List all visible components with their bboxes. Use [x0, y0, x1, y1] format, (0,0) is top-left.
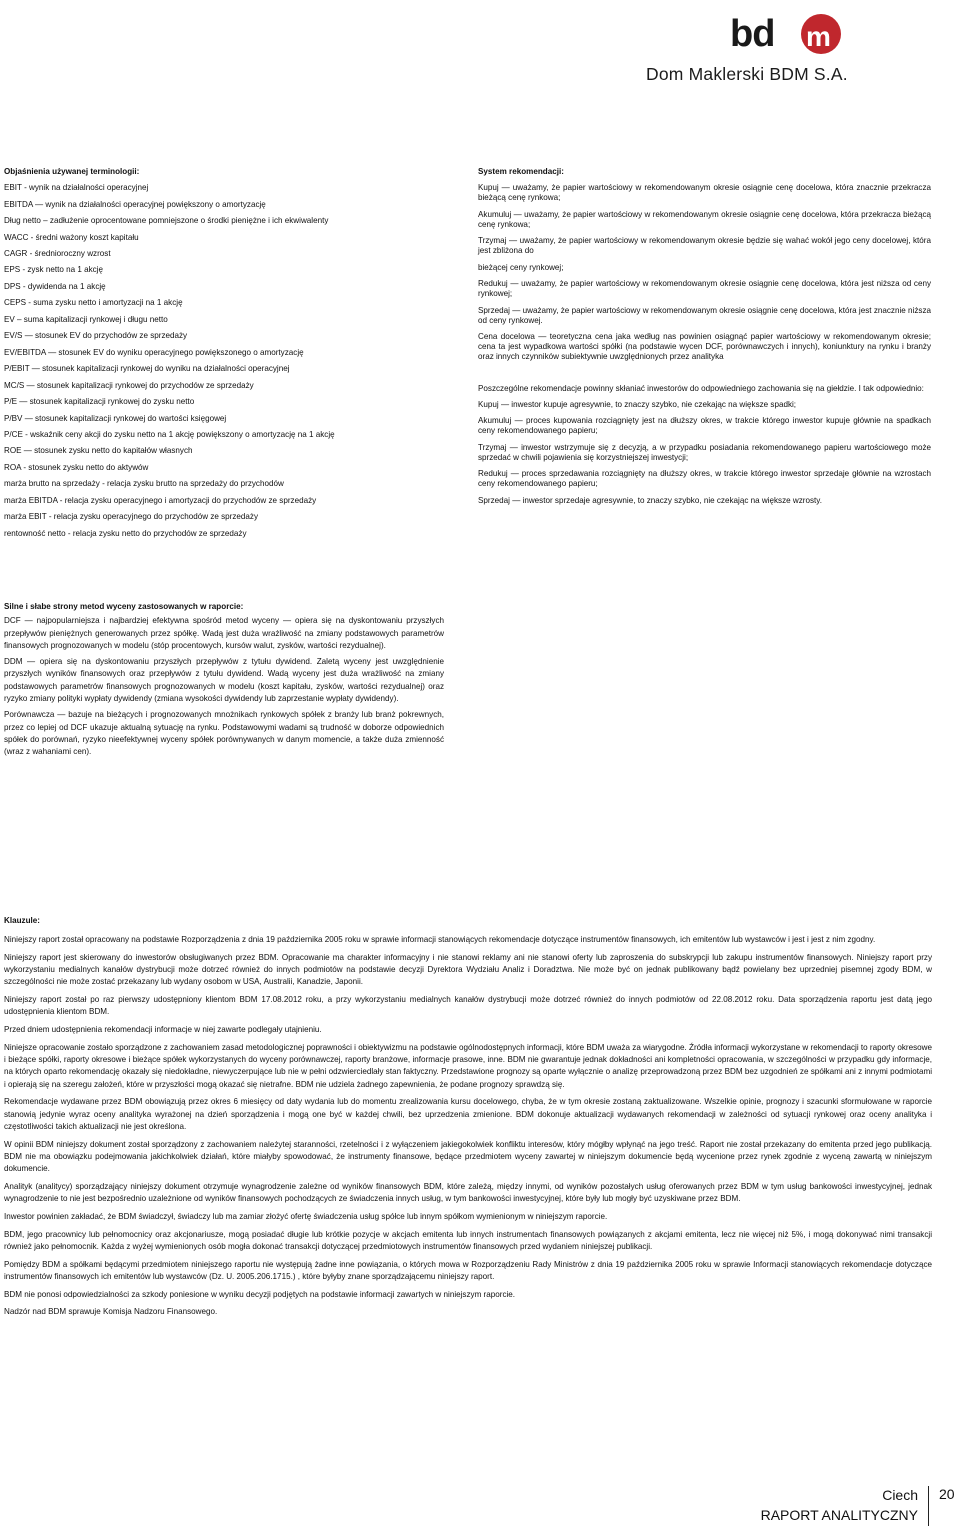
logo-company-name: Dom Maklerski BDM S.A. — [646, 64, 848, 84]
terminology-item: EV/S — stosunek EV do przychodów ze sprzedaży — [4, 331, 188, 341]
method-dcf: DCF — najpopularniejsza i najbardziej efektywna spośród metod wyceny — opiera się na dyskontowaniu przyszłych przepływów pieniężnych generowanych przez spółkę. Wadą jest duża wrażliwość na zmiany podstawowych parametrów finansowych prognozowanych w modelu (stóp procentowych, kursów walut, zysków, wartości rezydualnej). — [4, 616, 444, 650]
recommendation-title: System rekomendacji: — [478, 167, 564, 176]
clause-paragraph: W opinii BDM niniejszy dokument został sporządzony z zachowaniem należytej staranności, rzetelności i z wyłączeniem jakiegokolwiek konfliktu interesów, który mógłby wpłynąć na jego treść. Raport nie został przekazany do emitenta przed jego publikacją. BDM nie ma obowiązku podejmowania jakichkolwiek działań, które miałyby spowodować, że instrumenty finansowe, będące przedmiotem wyceny zawartej w niniejszym dokumencie będą wycenione przez rynek zgodnie z wyceną zawartą w niniejszym dokumencie. — [4, 1139, 932, 1174]
clause-paragraph: Analityk (analitycy) sporządzający niniejszy dokument otrzymuje wynagrodzenie zależne od wyników finansowych BDM, które zależą, między innymi, od wyników pozostałych usług oferowanych przez BDM w tym usług bankowości inwestycyjnej, jednak wynagrodzenie to nie jest bezpośrednio uzależnione od wyników finansowych pochodzących ze świadczenia innych usług, w tym bankowości inwestycyjnej, które były lub mogły być uzyskiwane przez BDM. — [4, 1181, 932, 1204]
clause-paragraph: Niniejsze opracowanie zostało sporządzone z zachowaniem zasad metodologicznej poprawności i obiektywizmu na podstawie ogólnodostępnych informacji, które BDM uważa za wiarygodne. Źródła informacji wykorzystane w rekomendacji to raporty okresowe i bieżące spółki, raporty okresowe i bieżące spółek wykorzystanych do wyceny porównawczej, raporty branżowe, informacje prasowe, inne. BDM nie gwarantuje jednak dokładności ani kompletności opracowania, w szczególności w przypadku gdy informacje, na których oparto rekomendację okazały się niedokładne, niewyczerpujące lub nie w pełni odzwierciedlały stan faktyczny. Przedstawione prognozy są oparte wyłącznie o analizę przeprowadzoną przez BDM bez uzgodnień ze spółkami ani z innymi podmiotami i opierają się na szeregu założeń, które w przyszłości mogą okazać się nietrafne. BDM nie udziela żadnego zapewnienia, że podane prognozy sprawdzą się. — [4, 1043, 932, 1089]
terminology-item: EV/EBITDA — stosunek EV do wyniku operacyjnego powiększonego o amortyzację — [4, 347, 304, 357]
clause-paragraph: Niniejszy raport jest skierowany do inwestorów obsługiwanych przez BDM. Opracowanie ma charakter informacyjny i nie stanowi reklamy ani nie stanowi oferty lub zaproszenia do subskrypcji lub zakupu instrumentów finansowych. Niniejszy raport przy wykorzystaniu medialnych kanałów dystrybucji może dotrzeć również do innych podmiotów na podstawie decyzji Dyrektora Wydziału Analiz i Doradztwa. Nie może być on jednak publikowany bądź powielany bez uprzedniej pisemnej zgody BDM, w szczególności nie może zostać przekazany lub wydany osobom w USA, Australii, Kanadzie, Japonii. — [4, 953, 932, 987]
clauses-list — [4, 934, 932, 1318]
terminology-item: EV – suma kapitalizacji rynkowej i długu netto — [4, 314, 168, 324]
terminology-item: P/E — stosunek kapitalizacji rynkowej do zysku netto — [4, 397, 195, 407]
terminology-item: CAGR - średnioroczny wzrost — [4, 249, 111, 259]
clauses-section — [4, 915, 932, 1324]
recommendation-section — [478, 167, 931, 512]
action-trzymaj: Trzymaj — inwestor wstrzymuje się z decyzją, a w przypadku posiadania rekomendowanego papieru wartościowego może sprzedać w chwili pojawienia się korzystniejszej inwestycji; — [478, 442, 931, 462]
terminology-item: CEPS - suma zysku netto i amortyzacji na 1 akcję — [4, 298, 183, 308]
clauses-title: Klauzule: — [4, 916, 40, 925]
action-kupuj: Kupuj — inwestor kupuje agresywnie, to znaczy szybko, nie czekając na większe spadki; — [478, 399, 797, 409]
terminology-item: EBITDA — wynik na działalności operacyjnej powiększony o amortyzację — [4, 199, 266, 209]
rec-trzymaj: Trzymaj — uważamy, że papier wartościowy w rekomendowanym okresie będzie się wahać wokół jego ceny docelowej, która jest zbliżona do — [478, 236, 931, 256]
terminology-item: rentowność netto - relacja zysku netto do przychodów ze sprzedaży — [4, 528, 247, 538]
terminology-item: ROE — stosunek zysku netto do kapitałów własnych — [4, 446, 193, 456]
terminology-list — [4, 183, 444, 539]
terminology-section — [4, 167, 444, 545]
terminology-item: marża brutto na sprzedaży - relacja zysku brutto na sprzedaży do przychodów — [4, 479, 284, 489]
terminology-item: marża EBIT - relacja zysku operacyjnego do przychodów ze sprzedaży — [4, 512, 259, 522]
terminology-item: P/CE - wskaźnik ceny akcji do zysku netto na 1 akcję powiększony o amortyzację na 1 akcję — [4, 430, 335, 439]
footer-report-type: RAPORT ANALITYCZNY — [760, 1507, 918, 1523]
rec-kupuj: Kupuj — uważamy, że papier wartościowy w rekomendowanym okresie osiągnie cenę docelowa, która znacznie przekracza bieżącą cenę rynkowa; — [478, 183, 931, 203]
terminology-item: P/EBIT — stosunek kapitalizacji rynkowej do wyniku na działalności operacyjnej — [4, 364, 290, 374]
rec-cena-docelowa: Cena docelowa — teoretyczna cena jaka według nas powinien osiągnąć papier wartościowy w rekomendowanym okresie; cena ta jest wypadkowa wartości spółki (na podstawie wycen DCF, porównawczych i innych), koniunktury na rynku i branży oraz innych czynników subiektywnie uwzględnionych przez analityka — [478, 332, 931, 362]
footer-company: Ciech — [882, 1487, 918, 1503]
actions-intro: Poszczególne rekomendacje powinny skłaniać inwestorów do odpowiedniego zachowania się na giełdzie. I tak odpowiednio: — [478, 383, 924, 393]
terminology-item: Dług netto – zadłużenie oprocentowane pomniejszone o środki pieniężne i ich ekwiwalenty — [4, 216, 329, 226]
clause-paragraph: Nadzór nad BDM sprawuje Komisja Nadzoru Finansowego. — [4, 1307, 218, 1317]
terminology-item: EPS - zysk netto na 1 akcję — [4, 265, 103, 275]
action-sprzedaj: Sprzedaj — inwestor sprzedaje agresywnie, to znaczy szybko, nie czekając na większe wzrosty. — [478, 495, 822, 505]
terminology-item: EBIT - wynik na działalności operacyjnej — [4, 183, 149, 193]
method-ddm: DDM — opiera się na dyskontowaniu przyszłych przepływów z tytułu dywidend. Zaletą wyceny jest uwzględnienie przyszłych wyników finansowych oraz przepływów z tytułu dywidend. Wadą wyceny jest duża wrażliwość na zmiany podstawowych parametrów finansowych prognozowanych w modelu (koszt kapitału, zysków, wartości rezydualnej) oraz ryzyko zmiany polityki wypłaty dywidendy (zmiana wysokości dywidendy lub zaprzestanie wypłaty dywidendy). — [4, 657, 444, 704]
clause-paragraph: Niniejszy raport został opracowany na podstawie Rozporządzenia z dnia 19 października 2005 roku w sprawie informacji stanowiących rekomendacje dotyczące instrumentów finansowych, ich emitentów lub wystawców i jest i jest z nim zgodny. — [4, 935, 876, 945]
terminology-item: ROA - stosunek zysku netto do aktywów — [4, 462, 149, 472]
methods-section — [4, 601, 444, 759]
terminology-item: P/BV — stosunek kapitalizacji rynkowej do wartości księgowej — [4, 413, 227, 423]
footer-divider — [928, 1486, 929, 1526]
clause-paragraph: Inwestor powinien zakładać, że BDM świadczył, świadczy lub ma zamiar złożyć ofertę świadczenia usług spółce lub innym spółkom wymienionym w niniejszym raporcie. — [4, 1211, 608, 1221]
rec-sprzedaj: Sprzedaj — uważamy, że papier wartościowy w rekomendowanym okresie osiągnie cenę docelowa, która jest znacznie niższa od ceny rynkowej. — [478, 305, 931, 325]
page-number: 20 — [939, 1486, 955, 1502]
rec-akumuluj: Akumuluj — uważamy, że papier wartościowy w rekomendowanym okresie osiągnie cenę docelowa, która przekracza bieżącą cenę rynkowa; — [478, 209, 931, 229]
clause-paragraph: BDM, jego pracownicy lub pełnomocnicy oraz akcjonariusze, mogą posiadać długie lub krótkie pozycje w akcjach emitenta lub innych instrumentach finansowych powiązanych z akcjami emitenta, lecz nie więcej niż 5%, i mogą dokonywać nimi transakcji również jako pełnomocnik. Każda z wyżej wymienionych osób mogła dokonać transakcji dotyczącej przedmiotowych instrumentów finansowych przed wydaniem niniejszej publikacji. — [4, 1229, 932, 1251]
action-redukuj: Redukuj — proces sprzedawania rozciągnięty na dłuższy okres, w trakcie którego inwestor sprzedaje głównie na wzrostach ceny rekomendowanego papieru; — [478, 469, 931, 489]
bdm-logo-mark — [730, 6, 850, 56]
logo-mark-m: m — [806, 21, 831, 52]
bdm-logo — [640, 6, 940, 82]
logo-mark-text: bd — [730, 13, 775, 55]
terminology-item: marża EBITDA - relacja zysku operacyjnego i amortyzacji do przychodów ze sprzedaży — [4, 495, 317, 505]
terminology-item: WACC - średni ważony koszt kapitału — [4, 232, 139, 242]
terminology-item: DPS - dywidenda na 1 akcję — [4, 281, 106, 291]
terminology-title: Objaśnienia używanej terminologii: — [4, 167, 140, 176]
clause-paragraph: BDM nie ponosi odpowiedzialności za szkody poniesione w wyniku decyzji podjętych na podstawie informacji zawartych w niniejszym raporcie. — [4, 1289, 516, 1299]
rec-trzymaj-cont: bieżącej ceny rynkowej; — [478, 262, 564, 272]
clause-paragraph: Przed dniem udostępnienia rekomendacji informacje w niej zawarte podlegały utajnieniu. — [4, 1025, 322, 1035]
methods-title: Silne i słabe strony metod wyceny zastosowanych w raporcie: — [4, 602, 244, 611]
terminology-item: MC/S — stosunek kapitalizacji rynkowej do przychodów ze sprzedaży — [4, 380, 254, 390]
clause-paragraph: Pomiędzy BDM a spółkami będącymi przedmiotem niniejszego raportu nie występują żadne inne powiązania, o których mowa w Rozporządzeniu Rady Ministrów z dnia 19 października 2005 roku w sprawie Informacji stanowiących rekomendacje dotyczące instrumentów finansowych ich emitentów lub wystawców (Dz. U. 2005.206.1715.) , które byłyby znane sporządzającemu niniejszy raport. — [4, 1259, 932, 1281]
clause-paragraph: Niniejszy raport został po raz pierwszy udostępniony klientom BDM 17.08.2012 roku, a przy wykorzystaniu medialnych kanałów dystrybucji może dotrzeć również do innych podmiotów od 22.08.2012 roku. Data sporządzenia raportu jest datą jego udostępnienia klientom BDM. — [4, 995, 932, 1017]
method-porownawcza: Porównawcza — bazuje na bieżących i prognozowanych mnożnikach rynkowych spółek z branży lub branż pokrewnych, przez co lepiej od DCF ukazuje aktualną sytuację na rynku. Podstawowymi wadami są trudność w doborze odpowiednich spółek do porównań, ryzyko nieefektywnej wyceny spółek porównywanych w danym momencie, a także duża zmienność (wraz z wahaniami cen). — [4, 710, 444, 757]
action-akumuluj: Akumuluj — proces kupowania rozciągnięty jest na dłuższy okres, w trakcie którego inwestor kupuje głównie na spadkach ceny rekomendowanego papieru; — [478, 416, 931, 436]
recommendation-list — [478, 183, 931, 506]
clause-paragraph: Rekomendacje wydawane przez BDM obowiązują przez okres 6 miesięcy od daty wydania lub do momentu zrealizowania kursu docelowego, chyba, że w tym okresie zostaną zaktualizowane. Wszelkie opinie, prognozy i szacunki sformułowane w raporcie stanowią jedynie wyraz oceny analityka wyrażonej na dzień sporządzenia i mogą one być w każdej chwili, bez uprzedzenia zmienione. BDM dokonuje aktualizacji wydawanych rekomendacji w zależności od sytuacji rynkowej oraz oceny analityka i częstotliwości takich aktualizacji nie jest określona. — [4, 1097, 932, 1131]
rec-redukuj: Redukuj — uważamy, że papier wartościowy w rekomendowanym okresie osiągnie cenę docelowa, która jest niższa od ceny rynkowej; — [478, 279, 931, 299]
